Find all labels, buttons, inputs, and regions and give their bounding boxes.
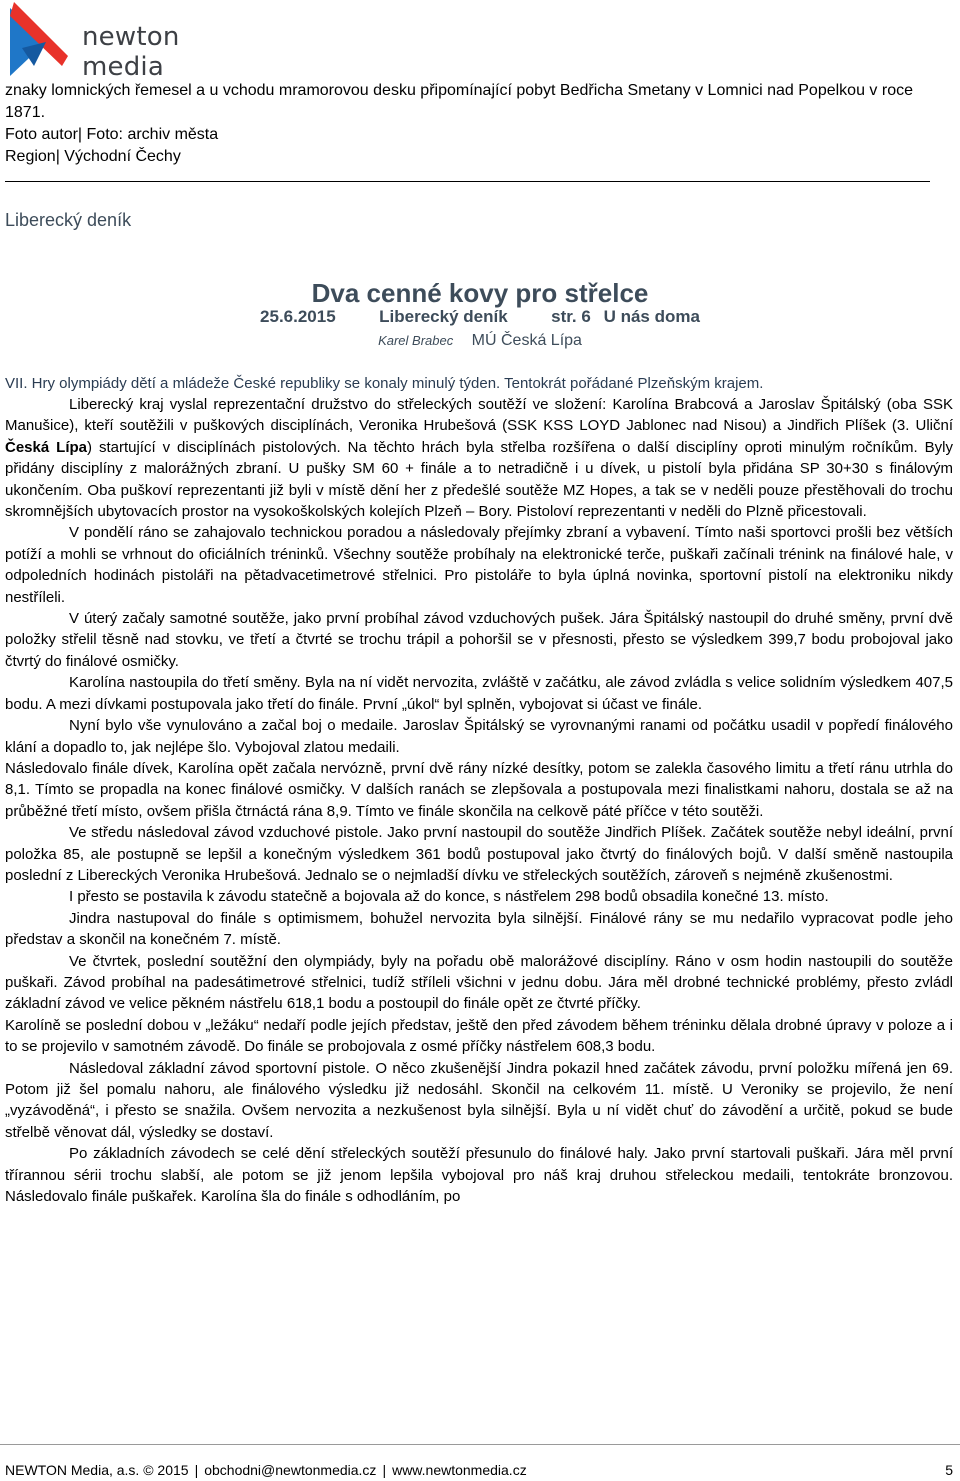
article-region: MÚ Česká Lípa — [471, 332, 582, 349]
author-line — [0, 332, 960, 350]
paragraph: V pondělí ráno se zahajovalo technickou poradou a následovaly přejímky zbraní a vybavení. Tímto naši sportovci prošli bez větších potíží a mohli se vrhnout do oficiálních tréninků. Všechny soutěže probíhaly na elektronické terče, puškaři začínali trénink na finálové hale, v odpoledních hodinách pistoláři na pětadvacetimetrové střelnici. Pro pistoláře to byla úplná novinka, sportovní pistolí na elektroniku nikdy nestříleli. — [5, 524, 953, 606]
article-lead: VII. Hry olympiády dětí a mládeže České republiky se konaly minulý týden. Tentokrát pořádané Plzeňským krajem. — [5, 375, 764, 392]
logo-text: newton media — [82, 22, 180, 82]
intro-line: Foto autor| Foto: archiv města — [5, 126, 219, 143]
separator-line — [5, 181, 930, 182]
page-number: 5 — [945, 1462, 953, 1478]
highlight-term: Česká Lípa — [5, 438, 87, 456]
paragraph: Karolíně se poslední dobou v „ležáku“ nedaří podle jejích představ, ještě den před závodem během tréninku dělala drobné úpravy v poloze a i to se projevilo v samotném závodě. Do finále se probojovala z osmé příčky nástřelem 608,3 bodu. — [5, 1016, 953, 1056]
intro-line: Region| Východní Čechy — [5, 148, 181, 165]
paragraph: Ve středu následoval závod vzduchové pistole. Jako první nastoupil do soutěže Jindřich Plíšek. Začátek soutěže nebyl ideální, první položka 85, ale postupně se lepšil a konečným výsledkem 361 bodů postupoval jako čtvrtý do finálových bojů. V další směně nastoupila poslední z Libereckých Veronika Hrubešová. Jednalo se o nejmladší dívku ve střeleckých soutěžích, zároveň s nejméně zkušenostmi. — [5, 824, 953, 884]
article-author: Karel Brabec — [378, 333, 454, 348]
paragraph: I přesto se postavila k závodu statečně a bojovala až do konce, s nástřelem 298 bodů obsadila konečné 13. místo. — [69, 888, 829, 906]
footer-web-link[interactable]: www.newtonmedia.cz — [392, 1462, 527, 1478]
article-source: Liberecký deník — [379, 307, 508, 326]
paragraph: Následoval základní závod sportovní pistole. O něco zkušenější Jindra pokazil hned začátek závodu, první položku mířená jen 69. Potom již šel pomalu nahoru, ale finálového výsledku již nedosáhl. Skončil na celkovém 11. místě. U Veroniky se projevilo, že není „vyzávoděná“, i přesto se snažila. Ovšem nervozita a nezkušenost byla silnější. Byla u ní vidět chuť do závodění a určitě, pokud se bude střelbě věnovat dál, výsledky se dostaví. — [5, 1059, 953, 1141]
intro-line: znaky lomnických řemesel a u vchodu mramorovou desku připomínající pobyt Bedřicha Smetany v Lomnici nad Popelkou v roce 1871. — [5, 82, 913, 121]
article-section: U nás doma — [603, 307, 700, 326]
paragraph: Karolína nastoupila do třetí směny. Byla na ní vidět nervozita, zvláště v začátku, ale závod zvládla s velice solidním výsledkem 407,5 bodu. A mezi dívkami postupovala jako třetí do finále. První „úkol“ byl splněn, vybojovat si účast ve finále. — [5, 674, 953, 713]
paragraph: Po základních závodech se celé dění střeleckých soutěží přesunulo do finálové haly. Jako první startovali puškaři. Jára měl první třírannou sérii trochu slabší, ale potom se již jenom lepšila vybojoval pro náš kraj druhou střeleckou medaili, tentokráte bronzovou. Následovalo finále puškařek. Karolína šla do finále s odhodláním, po — [5, 1145, 953, 1206]
intro-text — [5, 80, 953, 168]
article-date: 25.6.2015 — [260, 307, 336, 326]
article-page: str. 6 — [551, 307, 591, 326]
article-meta — [0, 307, 960, 327]
paragraph: Jindra nastupoval do finále s optimismem, bohužel nervozita byla silnější. Finálové rány se mu nedařilo vypracovat podle jeho představ a skončil na konečném 7. místě. — [5, 909, 953, 949]
paragraph: Ve čtvrtek, poslední soutěžní den olympiády, byly na pořadu obě malorážové disciplíny. Ráno v osm hodin nastoupili do soutěže puškaři. Závod probíhal na padesátimetrové střelnici, tudíž stříleli všichni v jednu dobu. Jára měl drobné technické problémy, přesto zvládl základní závod ve velice pěkném nástřelu 618,1 bodu a postoupil do finále opět ze čtvrté příčky. — [5, 952, 953, 1013]
footer-company: NEWTON Media, a.s. © 2015 — [5, 1462, 189, 1478]
footer-email-link[interactable]: obchodni@newtonmedia.cz — [204, 1462, 377, 1478]
article-title: Dva cenné kovy pro střelce — [311, 278, 649, 308]
article-body — [5, 394, 953, 1207]
page-footer: NEWTON Media, a.s. © 2015 | obchodni@newtonmedia.cz | www.newtonmedia.cz 5 — [5, 1462, 953, 1478]
paragraph: Následovalo finále dívek, Karolína opět začala nervózně, první dvě rány nízké desítky, potom se zalekla časového limitu a třetí ránu utrhla do 8,1. Tímto se propadla na konec finálové osmičky. V dalších ranách se zlepšovala a postupovala mezi finalistkami nahoru, dostala se až na průběžné třetí místo, ovšem přišla čtrnáctá rána 8,9. Tímto ve finále skončila na celkově páté příčce v této soutěži. — [5, 759, 953, 820]
newton-media-logo — [4, 2, 264, 80]
source-label: Liberecký deník — [5, 210, 132, 230]
paragraph: Nyní bylo vše vynulováno a začal boj o medaile. Jaroslav Špitálský se vyrovnanými ranami od počátku usadil v popředí finálového klání a dopadlo to, jak nejlépe šlo. Vybojoval zlatou medaili. — [5, 717, 953, 756]
paragraph: V úterý začaly samotné soutěže, jako první probíhal závod vzduchových pušek. Jára Špitálský nastoupil do druhé směny, první dvě položky střelil těsně nad stovku, ve třetí a čtvrté se trochu trápil a pohoršil se v přesnosti, přesto se výsledkem 399,7 bodu probojoval jako čtvrtý do finálové osmičky. — [5, 610, 953, 670]
newton-logo-icon — [4, 2, 76, 78]
paragraph: Liberecký kraj vyslal reprezentační družstvo do střeleckých soutěží ve složení: Karolína Brabcová a Jaroslav Špitálský (oba SSK Manušice), kteří soutěžili v puškových disciplínách, Veronika Hrubešová (SSK KSS LOYD Jablonec nad Nisou) a Jindřich Plíšek (3. Uliční Česká Lípa) startující v disciplínách pistolových. Na těchto hrách byla střelba rozšířena o další disciplíny oproti minulým ročníkům. Byly přidány disciplíny z malorážných zbraní. U pušky SM 60 + finále a to netradičně i u dívek, u pistolí byla přidána SP 30+30 s finálovým ukončením. Oba puškoví reprezentanti již byli v místě dění her z předešlé soutěže MZ Hopes, a tak se v neděli pouze přestěhovali do trochu skromnějších ubytovacích prostor na vysokoškolských kolejích Plzeň – Bory. Pistoloví reprezentanti v neděli do Plzně přicestovali. — [5, 396, 953, 521]
footer-separator — [0, 1444, 960, 1445]
